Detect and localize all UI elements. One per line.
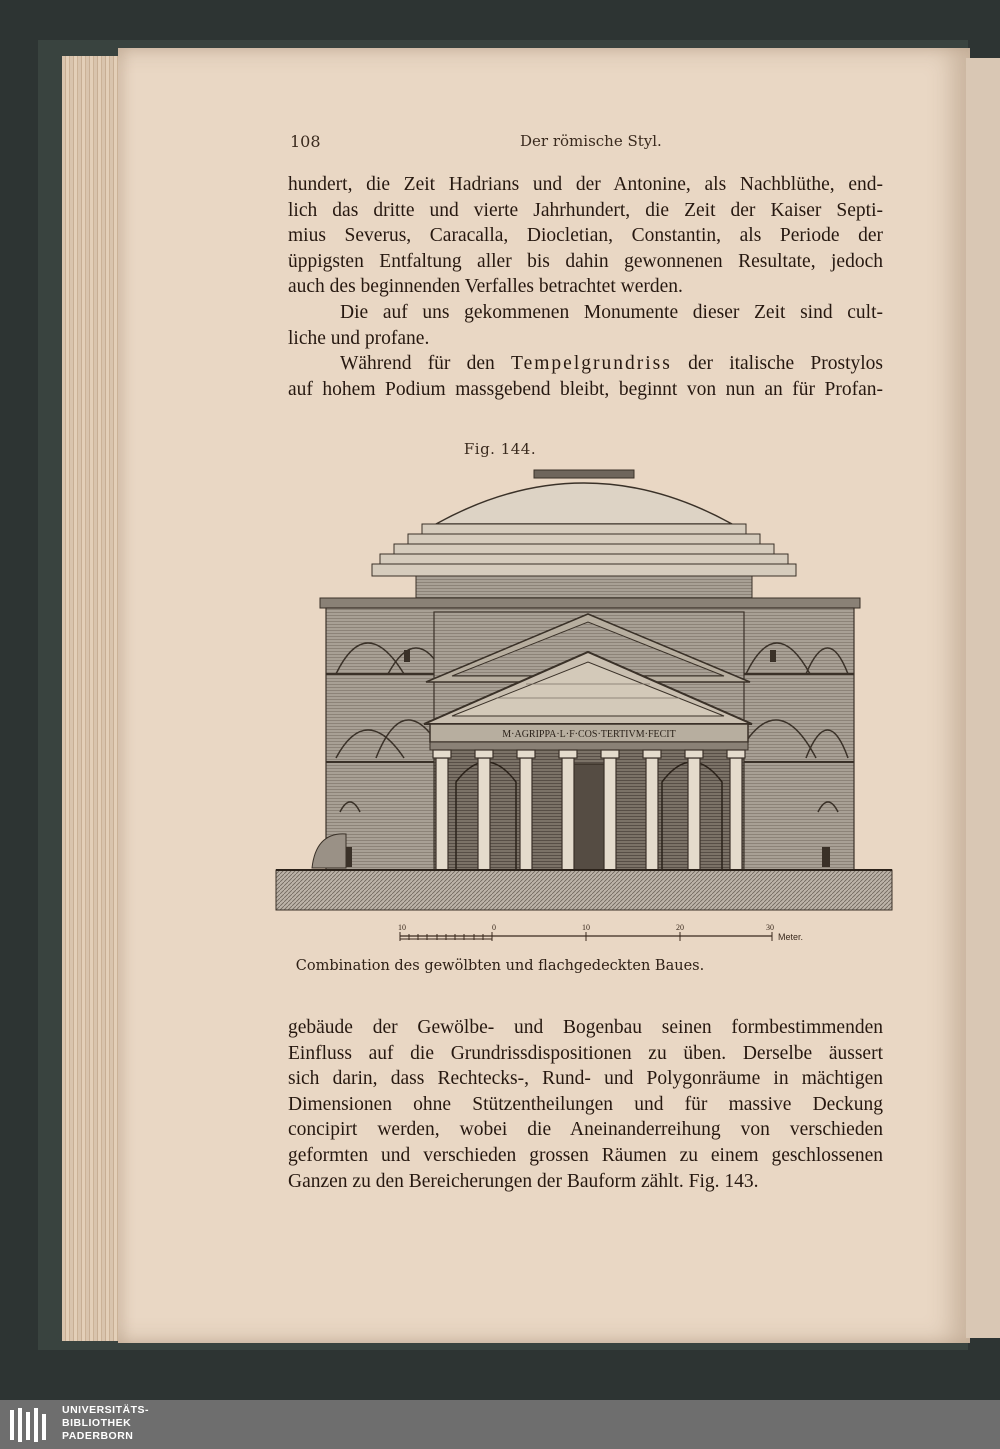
library-logo-icon bbox=[8, 1406, 54, 1444]
text-line: lich das dritte und vierte Jahrhundert, die Zeit der Kaiser Septi- bbox=[288, 199, 883, 221]
library-footer bbox=[0, 1400, 1000, 1449]
text-line: gebäude der Gewölbe- und Bogenbau seinen formbestimmenden bbox=[288, 1017, 883, 1038]
library-line: BIBLIOTHEK bbox=[62, 1417, 132, 1429]
running-head bbox=[0, 132, 1000, 152]
figure-label: Fig. 144. bbox=[463, 440, 537, 458]
text-line: Die auf uns gekommenen Monumente dieser Zeit sind cult- bbox=[340, 301, 883, 323]
running-title: Der römische Styl. bbox=[520, 132, 662, 150]
text-fragment: der italische Prostylos bbox=[688, 353, 883, 375]
library-line: PADERBORN bbox=[62, 1430, 134, 1442]
text-line: Dimensionen ohne Stützentheilungen und für massive Deckung bbox=[288, 1093, 883, 1115]
text-line: concipirt werden, wobei die Aneinanderreihung von verschieden bbox=[288, 1119, 883, 1141]
text-line: Ganzen zu den Bereicherungen der Bauform zählt. Fig. 143. bbox=[288, 1170, 759, 1192]
scale-tick-label: 30 bbox=[766, 923, 774, 932]
text-line: üppigsten Entfaltung aller bis dahin gewonnenen Resultate, jedoch bbox=[288, 250, 883, 272]
spaced-term: Tempelgrundriss bbox=[511, 353, 672, 375]
body-text-top bbox=[288, 172, 883, 402]
text-line: Einfluss auf die Grundrissdispositionen zu üben. Derselbe äussert bbox=[288, 1042, 883, 1064]
library-line: UNIVERSITÄTS- bbox=[62, 1404, 150, 1416]
text-line: auf hohem Podium massgebend bleibt, beginnt von nun an für Profan- bbox=[288, 378, 883, 400]
scale-unit: Meter. bbox=[778, 932, 804, 942]
pantheon-illustration bbox=[276, 462, 892, 920]
text-line: sich darin, dass Rechtecks-, Rund- und Polygonräume in mächtigen bbox=[288, 1068, 883, 1090]
text-line-emphasis bbox=[288, 351, 883, 377]
scale-tick-label: 10 bbox=[582, 923, 590, 932]
page-number: 108 bbox=[290, 132, 321, 151]
text-line: hundert, die Zeit Hadrians und der Antonine, als Nachblüthe, end- bbox=[288, 174, 883, 195]
page-edges bbox=[62, 56, 122, 1341]
scale-tick-label: 10 bbox=[398, 923, 406, 932]
library-name bbox=[62, 1404, 149, 1443]
text-fragment: Während für den bbox=[340, 353, 495, 375]
text-line: liche und profane. bbox=[288, 327, 430, 349]
facing-page-edge bbox=[966, 58, 1000, 1338]
text-line: mius Severus, Caracalla, Diocletian, Constantin, als Periode der bbox=[288, 225, 883, 247]
text-line: geformten und verschieden grossen Räumen zu einem geschlossenen bbox=[288, 1144, 883, 1166]
scale-bar bbox=[400, 922, 820, 948]
portico-inscription: M·AGRIPPA·L·F·COS·TERTIVM·FECIT bbox=[502, 729, 676, 740]
body-text-bottom bbox=[288, 1015, 883, 1194]
figure-caption: Combination des gewölbten und flachgedeckten Baues. bbox=[295, 958, 705, 974]
scale-tick-label: 20 bbox=[676, 923, 684, 932]
scale-tick-label: 0 bbox=[492, 923, 496, 932]
text-line: auch des beginnenden Verfalles betrachtet werden. bbox=[288, 276, 683, 298]
